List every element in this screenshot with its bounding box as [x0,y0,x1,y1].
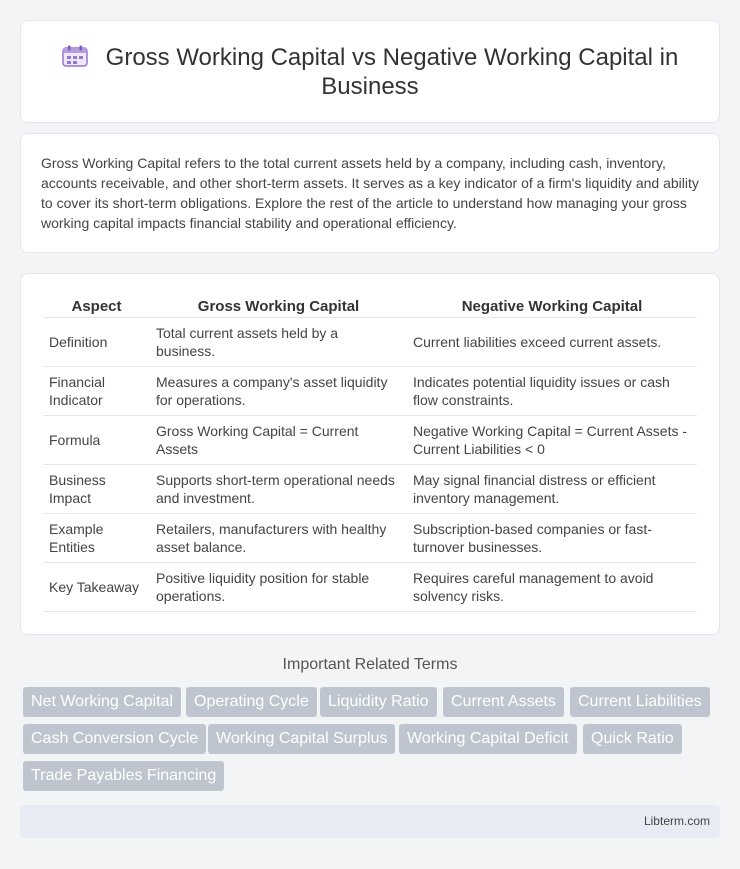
related-term-tag[interactable]: Working Capital Surplus [208,724,395,754]
table-header-row [43,294,697,318]
related-terms-title: Important Related Terms [282,656,458,673]
comparison-table-card [20,273,720,635]
related-term-tag[interactable]: Current Assets [443,687,564,717]
negative-cell: Indicates potential liquidity issues or cash flow constraints. [407,367,697,416]
calendar-icon [62,45,88,67]
negative-cell: Current liabilities exceed current assets. [407,318,697,367]
aspect-cell: Key Takeaway [43,563,150,612]
negative-cell: Subscription-based companies or fast-turnover businesses. [407,514,697,563]
related-term-tag[interactable]: Trade Payables Financing [23,761,224,791]
footer [20,805,720,838]
related-term-tag[interactable]: Operating Cycle [186,687,317,717]
page-title-text: Gross Working Capital vs Negative Working Capital in Business [105,43,679,100]
related-term-tag[interactable]: Liquidity Ratio [320,687,437,717]
negative-cell: Requires careful management to avoid solvency risks. [407,563,697,612]
header-card [20,20,720,123]
negative-cell: May signal financial distress or efficient inventory management. [407,465,697,514]
aspect-cell: Formula [43,416,150,465]
gross-cell: Positive liquidity position for stable operations. [150,563,407,612]
related-term-tag[interactable]: Quick Ratio [583,724,682,754]
table-row [43,367,697,416]
table-row [43,318,697,367]
negative-cell: Negative Working Capital = Current Assets - Current Liabilities < 0 [407,416,697,465]
intro-card [20,133,720,253]
related-term-tag[interactable]: Net Working Capital [23,687,181,717]
gross-cell: Supports short-term operational needs and investment. [150,465,407,514]
intro-text: Gross Working Capital refers to the total current assets held by a company, including cash, inventory, accounts receivable, and other short-term assets. It serves as a key indicator of a firm's liquidity and ability to cover its short-term obligations. Explore the rest of the article to understand how managing your gross working capital impacts financial stability and operational efficiency. [41,155,699,231]
footer-site-link[interactable]: Libterm.com [643,814,710,828]
column-header: Negative Working Capital [407,294,697,318]
page-title [61,43,679,101]
table-row [43,465,697,514]
aspect-cell: Example Entities [43,514,150,563]
related-term-tag[interactable]: Working Capital Deficit [399,724,577,754]
table-row [43,563,697,612]
comparison-table [43,294,697,612]
table-row [43,416,697,465]
aspect-cell: Business Impact [43,465,150,514]
aspect-cell: Definition [43,318,150,367]
aspect-cell: Financial Indicator [43,367,150,416]
related-term-tag[interactable]: Current Liabilities [570,687,710,717]
related-term-tag[interactable]: Cash Conversion Cycle [23,724,206,754]
column-header: Aspect [43,294,150,318]
gross-cell: Gross Working Capital = Current Assets [150,416,407,465]
column-header: Gross Working Capital [150,294,407,318]
table-row [43,514,697,563]
gross-cell: Measures a company's asset liquidity for operations. [150,367,407,416]
gross-cell: Total current assets held by a business. [150,318,407,367]
gross-cell: Retailers, manufacturers with healthy asset balance. [150,514,407,563]
